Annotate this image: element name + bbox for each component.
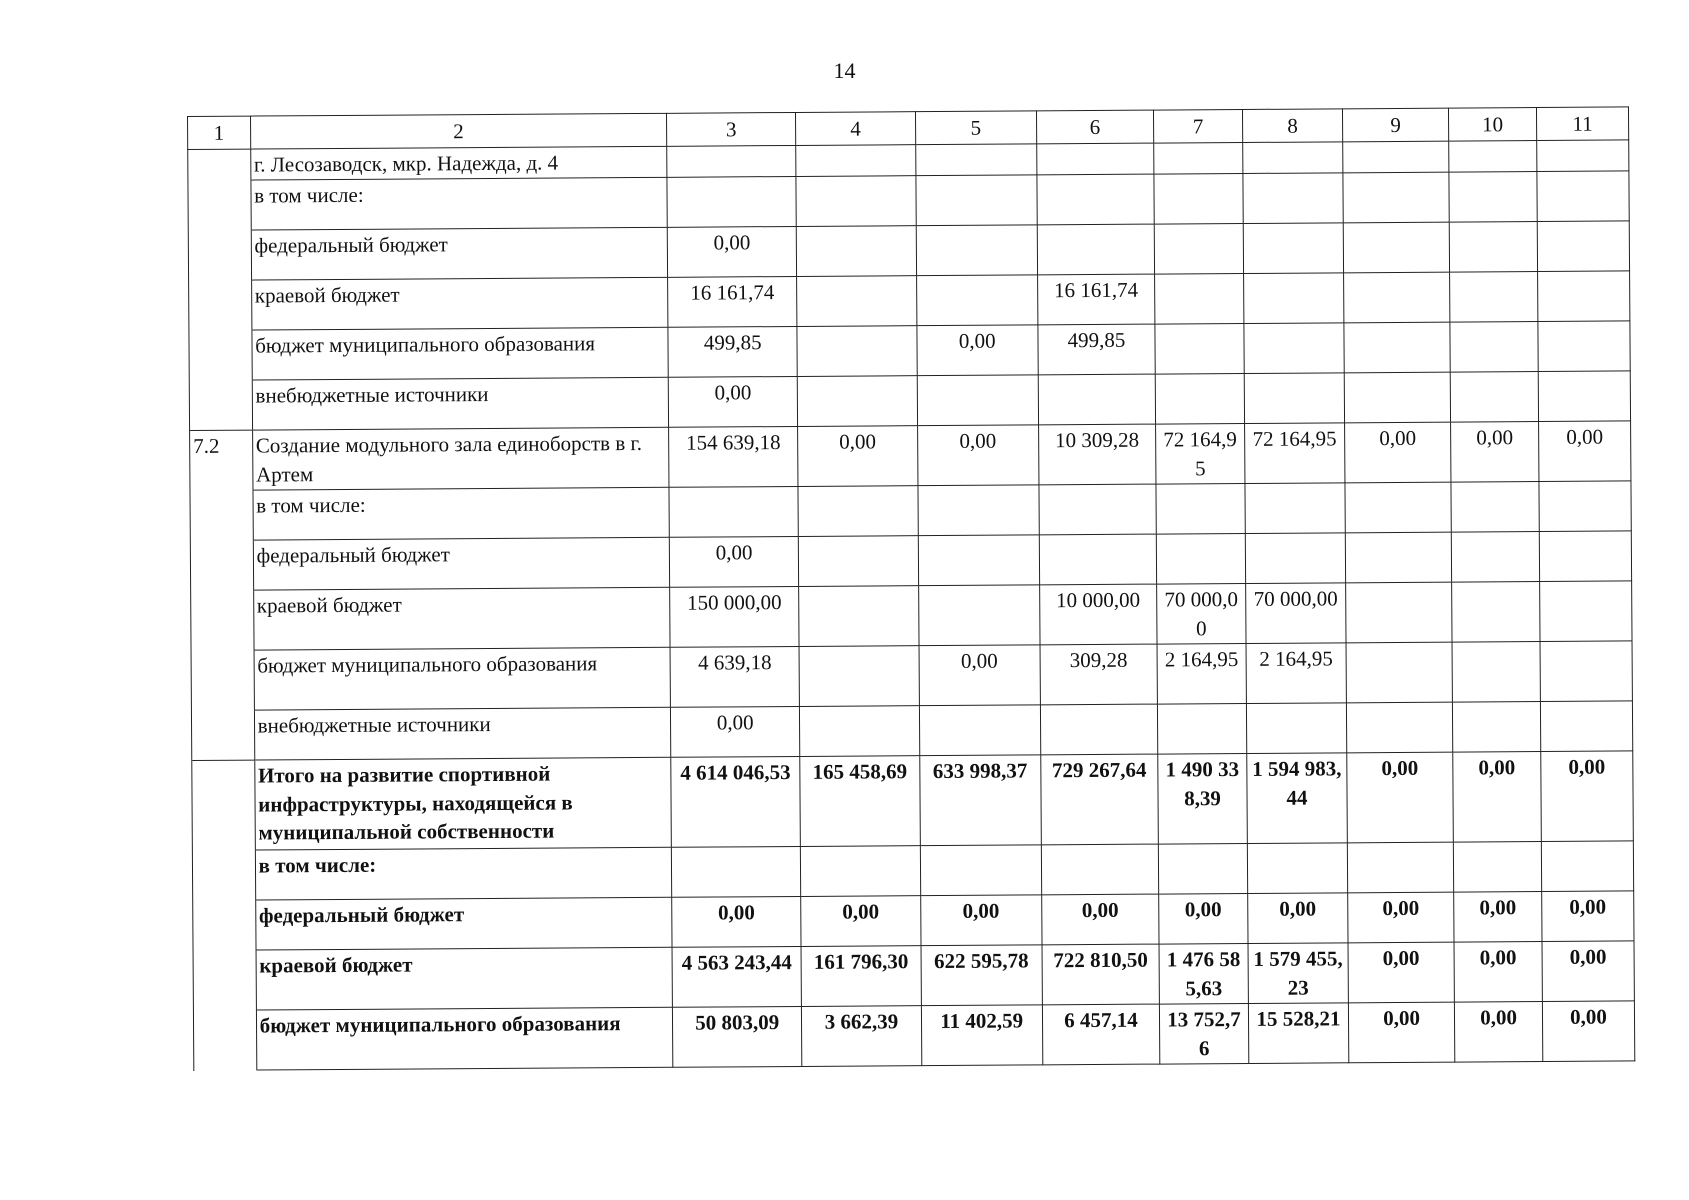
column-header: 9: [1342, 108, 1448, 142]
value-cell: [1451, 482, 1539, 533]
column-header: 11: [1536, 107, 1628, 141]
value-cell: 1 490 338,39: [1158, 754, 1248, 845]
value-cell: 161 796,30: [801, 946, 921, 1007]
value-cell: 4 563 243,44: [672, 947, 802, 1008]
value-cell: [1040, 704, 1158, 755]
row-index-cell: [188, 149, 251, 181]
value-cell: [1346, 642, 1452, 703]
value-cell: 16 161,74: [668, 277, 798, 328]
value-cell: 2 164,95: [1157, 644, 1246, 705]
value-cell: [1346, 582, 1452, 643]
value-cell: [1450, 372, 1538, 423]
row-index-cell: [191, 710, 254, 760]
value-cell: 309,28: [1040, 644, 1158, 705]
value-cell: [1345, 532, 1451, 583]
value-cell: 0,00: [1348, 1002, 1454, 1063]
value-cell: [801, 846, 921, 897]
value-cell: 0,00: [919, 645, 1041, 706]
column-header: 6: [1036, 110, 1153, 144]
row-index-cell: [188, 230, 251, 280]
value-cell: [1155, 274, 1244, 325]
row-name-cell: бюджет муниципального образования: [254, 648, 671, 711]
value-cell: 0,00: [1041, 894, 1159, 945]
row-name-cell: в том числе:: [253, 488, 670, 541]
value-cell: 0,00: [920, 895, 1042, 946]
value-cell: [1155, 374, 1244, 425]
value-cell: 10 000,00: [1039, 584, 1157, 645]
column-header: 2: [250, 113, 667, 149]
value-cell: [917, 375, 1039, 426]
value-cell: [1450, 272, 1538, 323]
row-index-cell: [192, 850, 255, 900]
value-cell: [797, 326, 917, 377]
value-cell: [1343, 141, 1449, 173]
value-cell: 165 458,69: [800, 756, 920, 847]
value-cell: 4 639,18: [670, 647, 800, 708]
row-name-cell: федеральный бюджет: [251, 228, 668, 281]
value-cell: [1538, 371, 1630, 422]
row-index-cell: [193, 1010, 256, 1070]
value-cell: [1247, 843, 1347, 894]
value-cell: [1539, 531, 1631, 582]
value-cell: 622 595,78: [921, 945, 1043, 1006]
value-cell: 154 639,18: [669, 427, 799, 488]
value-cell: [918, 585, 1040, 646]
value-cell: 0,00: [1348, 942, 1454, 1003]
value-cell: 0,00: [1248, 893, 1348, 944]
value-cell: [1449, 141, 1537, 173]
row-index-cell: [188, 180, 251, 230]
value-cell: [1243, 173, 1343, 224]
value-cell: [1537, 171, 1629, 222]
row-index-cell: [191, 650, 254, 710]
value-cell: [1037, 143, 1154, 175]
value-cell: 0,00: [1539, 421, 1631, 482]
row-index-cell: [193, 950, 256, 1010]
value-cell: [1449, 222, 1537, 273]
value-cell: [918, 535, 1040, 586]
value-cell: 722 810,50: [1042, 944, 1160, 1005]
value-cell: [669, 487, 799, 538]
value-cell: [1452, 582, 1540, 643]
value-cell: 13 752,76: [1159, 1004, 1248, 1065]
value-cell: [1243, 142, 1343, 174]
value-cell: 0,00: [917, 425, 1039, 486]
value-cell: [1347, 842, 1453, 893]
column-header: 3: [666, 112, 796, 146]
value-cell: 0,00: [1454, 942, 1542, 1003]
value-cell: [799, 586, 919, 647]
value-cell: 0,00: [1454, 892, 1542, 943]
row-name-cell: в том числе:: [255, 848, 672, 901]
value-cell: 0,00: [798, 426, 918, 487]
column-header: 8: [1242, 109, 1342, 143]
value-cell: 0,00: [1454, 1002, 1542, 1063]
value-cell: 0,00: [669, 537, 799, 588]
value-cell: [1154, 174, 1243, 225]
value-cell: 3 662,39: [802, 1006, 922, 1067]
value-cell: 0,00: [1542, 941, 1634, 1002]
row-index-cell: [192, 760, 255, 850]
value-cell: 1 579 455,23: [1248, 943, 1348, 1004]
value-cell: 633 998,37: [919, 755, 1041, 846]
row-index-cell: [193, 900, 256, 950]
value-cell: 0,00: [1345, 422, 1451, 483]
value-cell: [797, 226, 917, 277]
table-row: [193, 1001, 1634, 1071]
value-cell: [796, 176, 916, 227]
value-cell: [1246, 703, 1346, 754]
value-cell: [798, 376, 918, 427]
value-cell: [1156, 534, 1245, 585]
value-cell: [1452, 702, 1540, 753]
value-cell: 0,00: [1348, 892, 1454, 943]
row-index-cell: [191, 590, 254, 650]
value-cell: [1037, 224, 1155, 275]
value-cell: [1540, 701, 1632, 752]
value-cell: [1452, 642, 1540, 703]
value-cell: 0,00: [670, 707, 800, 758]
value-cell: [915, 175, 1037, 226]
value-cell: [1244, 323, 1344, 374]
row-name-cell: краевой бюджет: [251, 278, 668, 331]
value-cell: [1154, 142, 1243, 174]
row-name-cell: федеральный бюджет: [255, 898, 672, 951]
value-cell: [1450, 322, 1538, 373]
value-cell: [1451, 532, 1539, 583]
value-cell: 0,00: [672, 897, 802, 948]
value-cell: [1537, 221, 1629, 272]
value-cell: 10 309,28: [1038, 424, 1156, 485]
value-cell: 0,00: [1451, 422, 1539, 483]
value-cell: 15 528,21: [1248, 1003, 1348, 1064]
row-index-cell: [189, 330, 252, 380]
value-cell: [798, 486, 918, 537]
row-name-cell: Итого на развитие спортивной инфраструктуры, находящейся в муниципальной собственности: [254, 758, 671, 851]
value-cell: [1156, 484, 1245, 535]
value-cell: [1344, 322, 1450, 373]
value-cell: [1345, 482, 1451, 533]
row-name-cell: бюджет муниципального образования: [252, 328, 669, 381]
value-cell: 0,00: [668, 377, 798, 428]
table-row: [193, 941, 1634, 1011]
table-row: [192, 751, 1634, 851]
value-cell: 50 803,09: [672, 1007, 802, 1068]
value-cell: [1244, 273, 1344, 324]
value-cell: [1537, 140, 1629, 172]
value-cell: [1243, 223, 1343, 274]
row-name-cell: внебюджетные источники: [252, 378, 669, 431]
row-index-cell: [189, 380, 252, 430]
value-cell: [797, 276, 917, 327]
table-row: [190, 421, 1631, 491]
value-cell: [1344, 372, 1450, 423]
value-cell: [1541, 841, 1633, 892]
value-cell: 1 594 983,44: [1247, 753, 1348, 844]
value-cell: [1157, 704, 1246, 755]
value-cell: [1244, 373, 1344, 424]
column-header: 4: [796, 112, 915, 146]
row-index-cell: [190, 490, 253, 540]
value-cell: [1538, 321, 1630, 372]
value-cell: 11 402,59: [921, 1005, 1043, 1066]
value-cell: 0,00: [1347, 752, 1454, 843]
row-index-cell: [189, 280, 252, 330]
value-cell: [1155, 324, 1244, 375]
value-cell: 6 457,14: [1042, 1004, 1160, 1065]
value-cell: 499,85: [668, 327, 798, 378]
value-cell: [1245, 533, 1345, 584]
value-cell: [799, 536, 919, 587]
row-name-cell: в том числе:: [251, 178, 668, 231]
value-cell: [799, 646, 919, 707]
table-row: [191, 641, 1632, 711]
value-cell: [1039, 534, 1157, 585]
value-cell: [916, 225, 1038, 276]
value-cell: [915, 144, 1036, 176]
value-cell: [1449, 172, 1537, 223]
value-cell: 0,00: [667, 227, 797, 278]
value-cell: [1538, 271, 1630, 322]
row-name-cell: бюджет муниципального образования: [256, 1008, 673, 1071]
row-index-cell: [190, 540, 253, 590]
row-name-cell: Создание модульного зала единоборств в г. Артем: [252, 428, 669, 491]
value-cell: 0,00: [801, 896, 921, 947]
value-cell: [796, 145, 915, 177]
value-cell: [919, 705, 1041, 756]
value-cell: 0,00: [1542, 1001, 1634, 1062]
value-cell: [671, 847, 801, 898]
value-cell: [1041, 844, 1159, 895]
value-cell: [1540, 641, 1632, 702]
value-cell: [667, 145, 797, 177]
row-name-cell: федеральный бюджет: [253, 538, 670, 591]
value-cell: [1245, 483, 1345, 534]
value-cell: [1346, 702, 1452, 753]
row-name-cell: краевой бюджет: [256, 948, 673, 1011]
column-header: 1: [188, 116, 251, 149]
value-cell: [1453, 842, 1541, 893]
column-header: 10: [1449, 108, 1537, 142]
row-index-cell: 7.2: [190, 430, 253, 490]
value-cell: [1038, 374, 1156, 425]
value-cell: 2 164,95: [1246, 643, 1346, 704]
table-row: [191, 581, 1632, 651]
budget-table: [187, 106, 1635, 1071]
value-cell: 72 164,95: [1156, 424, 1245, 485]
value-cell: [800, 706, 920, 757]
value-cell: 0,00: [1541, 751, 1634, 842]
value-cell: 499,85: [1038, 324, 1156, 375]
column-header: 5: [915, 111, 1036, 145]
value-cell: 72 164,95: [1245, 423, 1345, 484]
value-cell: 70 000,00: [1157, 584, 1246, 645]
value-cell: [1039, 484, 1157, 535]
value-cell: 16 161,74: [1037, 274, 1155, 325]
page-number: 14: [833, 58, 856, 83]
row-name-cell: краевой бюджет: [253, 588, 670, 651]
value-cell: 1 476 585,63: [1159, 944, 1248, 1005]
value-cell: 150 000,00: [670, 587, 800, 648]
value-cell: [916, 275, 1038, 326]
value-cell: [1540, 581, 1632, 642]
value-cell: 0,00: [1542, 891, 1634, 942]
value-cell: [1037, 174, 1155, 225]
value-cell: [1343, 172, 1449, 223]
value-cell: 4 614 046,53: [671, 757, 801, 848]
value-cell: [1154, 224, 1243, 275]
value-cell: [920, 845, 1042, 896]
value-cell: [1539, 481, 1631, 532]
value-cell: [1343, 222, 1449, 273]
row-name-cell: внебюджетные источники: [254, 708, 671, 761]
row-name-cell: г. Лесозаводск, мкр. Надежда, д. 4: [250, 146, 667, 180]
value-cell: 70 000,00: [1246, 583, 1346, 644]
value-cell: 0,00: [916, 325, 1038, 376]
value-cell: 729 267,64: [1041, 754, 1159, 845]
value-cell: [667, 177, 797, 228]
value-cell: [918, 485, 1040, 536]
value-cell: [1344, 272, 1450, 323]
value-cell: 0,00: [1453, 752, 1542, 843]
column-header: 7: [1153, 110, 1242, 144]
value-cell: [1158, 844, 1247, 895]
value-cell: 0,00: [1159, 894, 1248, 945]
